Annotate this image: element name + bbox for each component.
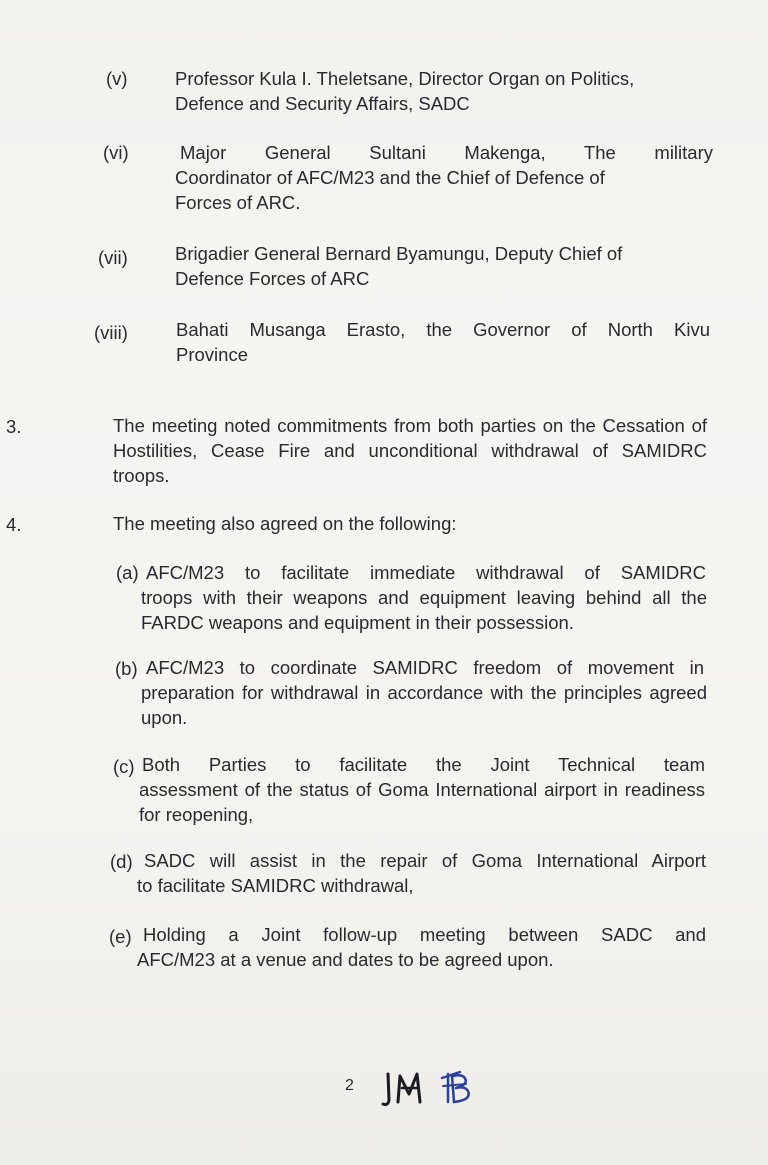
initials-signature — [380, 1062, 490, 1112]
attendee-text: Bahati Musanga Erasto, the Governor of North Kivu Province — [176, 319, 710, 365]
agreement-text-rest: to facilitate SAMIDRC withdrawal, — [137, 875, 414, 896]
agreement-text-rest: preparation for withdrawal in accordance with the principles agreed upon. — [141, 682, 707, 728]
agreement-text-rest: troops with their weapons and equipment leaving behind all the FARDC weapons and equipment in their possession. — [141, 587, 707, 633]
attendee-text: Major General Sultani Makenga, The military Coordinator of AFC/M23 and the Chief of Defence of Forces of ARC. — [175, 142, 713, 213]
attendee-number: (vii) — [98, 247, 128, 268]
agreement-line-first: Both Parties to facilitate the Joint Technical team — [142, 754, 705, 775]
attendee-item — [0, 66, 768, 126]
agreement-letter: (e) — [109, 926, 132, 947]
agreement-line-first: SADC will assist in the repair of Goma International Airport — [144, 850, 706, 871]
agreement-letter: (d) — [110, 851, 133, 872]
attendee-number: (viii) — [94, 322, 128, 343]
agreement-line-first: Holding a Joint follow-up meeting between SADC and — [143, 924, 706, 945]
attendee-number: (v) — [106, 68, 128, 89]
agreement-letter: (b) — [115, 658, 138, 679]
agreement-line-first: AFC/M23 to coordinate SAMIDRC freedom of movement in — [146, 657, 704, 678]
paragraph-text: The meeting also agreed on the following: — [113, 513, 457, 534]
paragraph-text: The meeting noted commitments from both parties on the Cessation of Hostilities, Cease Fire and unconditional withdrawal of SAMIDRC troops. — [113, 415, 707, 486]
attendee-text: Professor Kula I. Theletsane, Director Organ on Politics, Defence and Security Affairs, SADC — [175, 68, 635, 114]
agreement-text-rest: assessment of the status of Goma International airport in readiness for reopening, — [139, 779, 705, 825]
attendee-item — [0, 140, 768, 220]
agreement-line-first: AFC/M23 to facilitate immediate withdrawal of SAMIDRC — [146, 562, 706, 583]
attendee-text: Brigadier General Bernard Byamungu, Deputy Chief of Defence Forces of ARC — [175, 243, 623, 289]
agreement-letter: (a) — [116, 562, 139, 583]
attendee-number: (vi) — [103, 142, 129, 163]
agreement-text-rest: AFC/M23 at a venue and dates to be agreed upon. — [137, 949, 554, 970]
handwritten-initials — [380, 1062, 490, 1117]
paragraph-number: 4. — [6, 514, 22, 535]
paragraph-number: 3. — [6, 416, 22, 437]
page-number: 2 — [345, 1077, 354, 1094]
attendee-item — [0, 241, 768, 296]
agreement-letter: (c) — [113, 756, 135, 777]
attendee-item — [0, 317, 768, 372]
